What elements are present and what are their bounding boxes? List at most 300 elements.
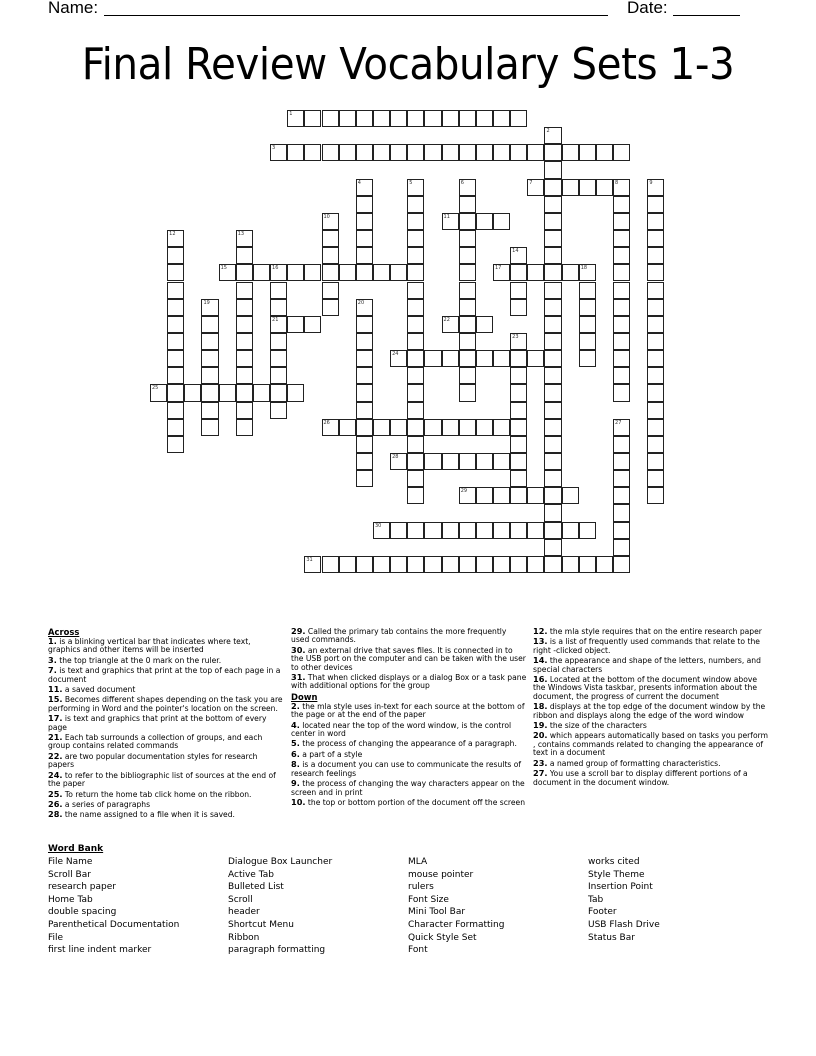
grid-cell[interactable] xyxy=(459,110,476,127)
grid-cell[interactable] xyxy=(579,282,596,299)
grid-cell[interactable] xyxy=(544,299,561,316)
grid-cell[interactable] xyxy=(647,333,664,350)
grid-cell[interactable] xyxy=(236,230,253,247)
grid-cell[interactable] xyxy=(236,350,253,367)
grid-cell[interactable] xyxy=(613,522,630,539)
grid-cell[interactable] xyxy=(442,419,459,436)
grid-cell[interactable] xyxy=(390,453,407,470)
grid-cell[interactable] xyxy=(596,556,613,573)
grid-cell[interactable] xyxy=(407,453,424,470)
grid-cell[interactable] xyxy=(322,230,339,247)
grid-cell[interactable] xyxy=(356,384,373,401)
grid-cell[interactable] xyxy=(647,487,664,504)
grid-cell[interactable] xyxy=(544,316,561,333)
grid-cell[interactable] xyxy=(356,350,373,367)
grid-cell[interactable] xyxy=(459,487,476,504)
grid-cell[interactable] xyxy=(407,213,424,230)
grid-cell[interactable] xyxy=(304,144,321,161)
grid-cell[interactable] xyxy=(356,556,373,573)
grid-cell[interactable] xyxy=(579,299,596,316)
grid-cell[interactable] xyxy=(459,179,476,196)
grid-cell[interactable] xyxy=(459,384,476,401)
grid-cell[interactable] xyxy=(407,556,424,573)
grid-cell[interactable] xyxy=(544,213,561,230)
grid-cell[interactable] xyxy=(201,419,218,436)
grid-cell[interactable] xyxy=(356,196,373,213)
grid-cell[interactable] xyxy=(270,316,287,333)
grid-cell[interactable] xyxy=(219,384,236,401)
grid-cell[interactable] xyxy=(236,264,253,281)
grid-cell[interactable] xyxy=(236,402,253,419)
grid-cell[interactable] xyxy=(287,316,304,333)
grid-cell[interactable] xyxy=(424,556,441,573)
grid-cell[interactable] xyxy=(407,247,424,264)
grid-cell[interactable] xyxy=(493,350,510,367)
grid-cell[interactable] xyxy=(544,453,561,470)
grid-cell[interactable] xyxy=(442,556,459,573)
grid-cell[interactable] xyxy=(527,350,544,367)
grid-cell[interactable] xyxy=(339,264,356,281)
grid-cell[interactable] xyxy=(442,213,459,230)
grid-cell[interactable] xyxy=(579,316,596,333)
grid-cell[interactable] xyxy=(527,264,544,281)
grid-cell[interactable] xyxy=(527,556,544,573)
grid-cell[interactable] xyxy=(579,179,596,196)
grid-cell[interactable] xyxy=(613,213,630,230)
grid-cell[interactable] xyxy=(373,556,390,573)
grid-cell[interactable] xyxy=(390,264,407,281)
grid-cell[interactable] xyxy=(596,179,613,196)
grid-cell[interactable] xyxy=(270,282,287,299)
grid-cell[interactable] xyxy=(167,350,184,367)
grid-cell[interactable] xyxy=(562,144,579,161)
grid-cell[interactable] xyxy=(407,384,424,401)
grid-cell[interactable] xyxy=(442,316,459,333)
grid-cell[interactable] xyxy=(167,384,184,401)
grid-cell[interactable] xyxy=(390,350,407,367)
grid-cell[interactable] xyxy=(544,264,561,281)
grid-cell[interactable] xyxy=(510,144,527,161)
grid-cell[interactable] xyxy=(459,213,476,230)
grid-cell[interactable] xyxy=(236,316,253,333)
grid-cell[interactable] xyxy=(322,110,339,127)
grid-cell[interactable] xyxy=(339,144,356,161)
grid-cell[interactable] xyxy=(373,264,390,281)
grid-cell[interactable] xyxy=(647,402,664,419)
grid-cell[interactable] xyxy=(527,522,544,539)
grid-cell[interactable] xyxy=(270,350,287,367)
grid-cell[interactable] xyxy=(544,419,561,436)
grid-cell[interactable] xyxy=(613,230,630,247)
grid-cell[interactable] xyxy=(253,384,270,401)
grid-cell[interactable] xyxy=(424,419,441,436)
grid-cell[interactable] xyxy=(613,367,630,384)
grid-cell[interactable] xyxy=(613,470,630,487)
grid-cell[interactable] xyxy=(544,436,561,453)
grid-cell[interactable] xyxy=(167,436,184,453)
grid-cell[interactable] xyxy=(493,522,510,539)
grid-cell[interactable] xyxy=(544,470,561,487)
grid-cell[interactable] xyxy=(356,402,373,419)
grid-cell[interactable] xyxy=(390,522,407,539)
grid-cell[interactable] xyxy=(424,144,441,161)
grid-cell[interactable] xyxy=(287,110,304,127)
grid-cell[interactable] xyxy=(596,144,613,161)
grid-cell[interactable] xyxy=(236,247,253,264)
grid-cell[interactable] xyxy=(184,384,201,401)
grid-cell[interactable] xyxy=(459,419,476,436)
grid-cell[interactable] xyxy=(613,487,630,504)
grid-cell[interactable] xyxy=(407,144,424,161)
grid-cell[interactable] xyxy=(459,247,476,264)
grid-cell[interactable] xyxy=(339,419,356,436)
grid-cell[interactable] xyxy=(527,179,544,196)
grid-cell[interactable] xyxy=(613,299,630,316)
grid-cell[interactable] xyxy=(201,350,218,367)
grid-cell[interactable] xyxy=(407,196,424,213)
grid-cell[interactable] xyxy=(424,350,441,367)
grid-cell[interactable] xyxy=(613,453,630,470)
grid-cell[interactable] xyxy=(647,367,664,384)
grid-cell[interactable] xyxy=(613,144,630,161)
grid-cell[interactable] xyxy=(322,213,339,230)
grid-cell[interactable] xyxy=(236,384,253,401)
grid-cell[interactable] xyxy=(459,282,476,299)
grid-cell[interactable] xyxy=(304,316,321,333)
grid-cell[interactable] xyxy=(476,144,493,161)
grid-cell[interactable] xyxy=(356,230,373,247)
grid-cell[interactable] xyxy=(544,556,561,573)
grid-cell[interactable] xyxy=(647,384,664,401)
grid-cell[interactable] xyxy=(236,419,253,436)
grid-cell[interactable] xyxy=(510,487,527,504)
grid-cell[interactable] xyxy=(322,247,339,264)
grid-cell[interactable] xyxy=(322,264,339,281)
grid-cell[interactable] xyxy=(544,539,561,556)
grid-cell[interactable] xyxy=(424,522,441,539)
grid-cell[interactable] xyxy=(167,299,184,316)
grid-cell[interactable] xyxy=(167,230,184,247)
grid-cell[interactable] xyxy=(236,333,253,350)
grid-cell[interactable] xyxy=(407,110,424,127)
grid-cell[interactable] xyxy=(459,522,476,539)
grid-cell[interactable] xyxy=(647,264,664,281)
grid-cell[interactable] xyxy=(510,470,527,487)
grid-cell[interactable] xyxy=(459,264,476,281)
grid-cell[interactable] xyxy=(476,350,493,367)
grid-cell[interactable] xyxy=(562,487,579,504)
grid-cell[interactable] xyxy=(476,556,493,573)
grid-cell[interactable] xyxy=(510,384,527,401)
grid-cell[interactable] xyxy=(442,144,459,161)
grid-cell[interactable] xyxy=(544,350,561,367)
grid-cell[interactable] xyxy=(613,504,630,521)
grid-cell[interactable] xyxy=(613,179,630,196)
grid-cell[interactable] xyxy=(562,522,579,539)
grid-cell[interactable] xyxy=(510,522,527,539)
grid-cell[interactable] xyxy=(356,144,373,161)
grid-cell[interactable] xyxy=(579,556,596,573)
grid-cell[interactable] xyxy=(356,247,373,264)
grid-cell[interactable] xyxy=(459,453,476,470)
grid-cell[interactable] xyxy=(201,384,218,401)
grid-cell[interactable] xyxy=(510,333,527,350)
grid-cell[interactable] xyxy=(167,333,184,350)
grid-cell[interactable] xyxy=(613,539,630,556)
grid-cell[interactable] xyxy=(424,110,441,127)
grid-cell[interactable] xyxy=(236,282,253,299)
grid-cell[interactable] xyxy=(579,333,596,350)
grid-cell[interactable] xyxy=(356,316,373,333)
grid-cell[interactable] xyxy=(459,316,476,333)
grid-cell[interactable] xyxy=(287,384,304,401)
grid-cell[interactable] xyxy=(544,247,561,264)
grid-cell[interactable] xyxy=(613,419,630,436)
grid-cell[interactable] xyxy=(236,299,253,316)
grid-cell[interactable] xyxy=(270,367,287,384)
grid-cell[interactable] xyxy=(407,179,424,196)
grid-cell[interactable] xyxy=(647,436,664,453)
grid-cell[interactable] xyxy=(459,350,476,367)
grid-cell[interactable] xyxy=(373,522,390,539)
grid-cell[interactable] xyxy=(167,247,184,264)
grid-cell[interactable] xyxy=(459,196,476,213)
grid-cell[interactable] xyxy=(459,299,476,316)
grid-cell[interactable] xyxy=(407,402,424,419)
grid-cell[interactable] xyxy=(407,333,424,350)
grid-cell[interactable] xyxy=(544,144,561,161)
grid-cell[interactable] xyxy=(510,282,527,299)
grid-cell[interactable] xyxy=(510,299,527,316)
grid-cell[interactable] xyxy=(304,110,321,127)
grid-cell[interactable] xyxy=(544,522,561,539)
grid-cell[interactable] xyxy=(647,316,664,333)
grid-cell[interactable] xyxy=(647,213,664,230)
grid-cell[interactable] xyxy=(322,299,339,316)
grid-cell[interactable] xyxy=(407,419,424,436)
grid-cell[interactable] xyxy=(562,264,579,281)
grid-cell[interactable] xyxy=(647,282,664,299)
grid-cell[interactable] xyxy=(356,179,373,196)
grid-cell[interactable] xyxy=(407,282,424,299)
grid-cell[interactable] xyxy=(339,556,356,573)
grid-cell[interactable] xyxy=(527,487,544,504)
grid-cell[interactable] xyxy=(544,161,561,178)
grid-cell[interactable] xyxy=(442,453,459,470)
grid-cell[interactable] xyxy=(356,299,373,316)
grid-cell[interactable] xyxy=(647,230,664,247)
grid-cell[interactable] xyxy=(476,522,493,539)
grid-cell[interactable] xyxy=(647,453,664,470)
grid-cell[interactable] xyxy=(390,110,407,127)
grid-cell[interactable] xyxy=(544,487,561,504)
grid-cell[interactable] xyxy=(442,350,459,367)
grid-cell[interactable] xyxy=(493,419,510,436)
grid-cell[interactable] xyxy=(270,264,287,281)
grid-cell[interactable] xyxy=(390,556,407,573)
grid-cell[interactable] xyxy=(613,350,630,367)
grid-cell[interactable] xyxy=(167,316,184,333)
grid-cell[interactable] xyxy=(304,264,321,281)
grid-cell[interactable] xyxy=(322,419,339,436)
grid-cell[interactable] xyxy=(510,419,527,436)
grid-cell[interactable] xyxy=(510,453,527,470)
grid-cell[interactable] xyxy=(476,110,493,127)
grid-cell[interactable] xyxy=(613,436,630,453)
grid-cell[interactable] xyxy=(579,264,596,281)
grid-cell[interactable] xyxy=(356,110,373,127)
grid-cell[interactable] xyxy=(150,384,167,401)
grid-cell[interactable] xyxy=(407,264,424,281)
grid-cell[interactable] xyxy=(201,402,218,419)
grid-cell[interactable] xyxy=(167,264,184,281)
grid-cell[interactable] xyxy=(613,384,630,401)
grid-cell[interactable] xyxy=(510,110,527,127)
grid-cell[interactable] xyxy=(236,367,253,384)
grid-cell[interactable] xyxy=(459,556,476,573)
grid-cell[interactable] xyxy=(510,367,527,384)
grid-cell[interactable] xyxy=(544,196,561,213)
grid-cell[interactable] xyxy=(201,299,218,316)
grid-cell[interactable] xyxy=(356,453,373,470)
grid-cell[interactable] xyxy=(510,436,527,453)
grid-cell[interactable] xyxy=(459,367,476,384)
grid-cell[interactable] xyxy=(493,264,510,281)
grid-cell[interactable] xyxy=(510,264,527,281)
grid-cell[interactable] xyxy=(322,282,339,299)
grid-cell[interactable] xyxy=(219,264,236,281)
grid-cell[interactable] xyxy=(647,419,664,436)
grid-cell[interactable] xyxy=(647,299,664,316)
grid-cell[interactable] xyxy=(424,453,441,470)
grid-cell[interactable] xyxy=(544,282,561,299)
grid-cell[interactable] xyxy=(544,179,561,196)
grid-cell[interactable] xyxy=(613,333,630,350)
grid-cell[interactable] xyxy=(270,384,287,401)
grid-cell[interactable] xyxy=(167,282,184,299)
grid-cell[interactable] xyxy=(356,333,373,350)
grid-cell[interactable] xyxy=(442,522,459,539)
grid-cell[interactable] xyxy=(647,350,664,367)
grid-cell[interactable] xyxy=(407,299,424,316)
grid-cell[interactable] xyxy=(270,144,287,161)
grid-cell[interactable] xyxy=(544,402,561,419)
grid-cell[interactable] xyxy=(493,487,510,504)
grid-cell[interactable] xyxy=(356,213,373,230)
grid-cell[interactable] xyxy=(407,316,424,333)
grid-cell[interactable] xyxy=(270,299,287,316)
grid-cell[interactable] xyxy=(407,436,424,453)
grid-cell[interactable] xyxy=(647,196,664,213)
grid-cell[interactable] xyxy=(253,264,270,281)
grid-cell[interactable] xyxy=(510,350,527,367)
grid-cell[interactable] xyxy=(407,522,424,539)
grid-cell[interactable] xyxy=(356,367,373,384)
grid-cell[interactable] xyxy=(356,436,373,453)
grid-cell[interactable] xyxy=(201,333,218,350)
grid-cell[interactable] xyxy=(510,247,527,264)
grid-cell[interactable] xyxy=(407,470,424,487)
grid-cell[interactable] xyxy=(613,316,630,333)
grid-cell[interactable] xyxy=(476,213,493,230)
grid-cell[interactable] xyxy=(167,402,184,419)
grid-cell[interactable] xyxy=(493,453,510,470)
grid-cell[interactable] xyxy=(201,316,218,333)
grid-cell[interactable] xyxy=(407,367,424,384)
grid-cell[interactable] xyxy=(356,470,373,487)
grid-cell[interactable] xyxy=(407,350,424,367)
grid-cell[interactable] xyxy=(579,522,596,539)
grid-cell[interactable] xyxy=(476,487,493,504)
grid-cell[interactable] xyxy=(510,556,527,573)
grid-cell[interactable] xyxy=(510,402,527,419)
grid-cell[interactable] xyxy=(287,264,304,281)
grid-cell[interactable] xyxy=(167,419,184,436)
grid-cell[interactable] xyxy=(322,144,339,161)
grid-cell[interactable] xyxy=(647,247,664,264)
date-field-line[interactable] xyxy=(673,15,740,16)
grid-cell[interactable] xyxy=(613,556,630,573)
grid-cell[interactable] xyxy=(201,367,218,384)
grid-cell[interactable] xyxy=(459,333,476,350)
grid-cell[interactable] xyxy=(339,110,356,127)
grid-cell[interactable] xyxy=(544,127,561,144)
grid-cell[interactable] xyxy=(322,556,339,573)
grid-cell[interactable] xyxy=(613,196,630,213)
grid-cell[interactable] xyxy=(167,367,184,384)
grid-cell[interactable] xyxy=(407,487,424,504)
grid-cell[interactable] xyxy=(613,282,630,299)
grid-cell[interactable] xyxy=(613,264,630,281)
grid-cell[interactable] xyxy=(647,179,664,196)
grid-cell[interactable] xyxy=(459,230,476,247)
grid-cell[interactable] xyxy=(390,144,407,161)
grid-cell[interactable] xyxy=(476,419,493,436)
grid-cell[interactable] xyxy=(493,144,510,161)
grid-cell[interactable] xyxy=(544,504,561,521)
grid-cell[interactable] xyxy=(544,333,561,350)
grid-cell[interactable] xyxy=(647,470,664,487)
grid-cell[interactable] xyxy=(356,264,373,281)
grid-cell[interactable] xyxy=(476,316,493,333)
grid-cell[interactable] xyxy=(562,179,579,196)
grid-cell[interactable] xyxy=(304,556,321,573)
grid-cell[interactable] xyxy=(579,144,596,161)
grid-cell[interactable] xyxy=(356,419,373,436)
grid-cell[interactable] xyxy=(544,384,561,401)
grid-cell[interactable] xyxy=(493,556,510,573)
grid-cell[interactable] xyxy=(407,230,424,247)
grid-cell[interactable] xyxy=(373,144,390,161)
grid-cell[interactable] xyxy=(613,247,630,264)
grid-cell[interactable] xyxy=(493,213,510,230)
grid-cell[interactable] xyxy=(579,350,596,367)
grid-cell[interactable] xyxy=(390,419,407,436)
grid-cell[interactable] xyxy=(373,110,390,127)
grid-cell[interactable] xyxy=(527,144,544,161)
grid-cell[interactable] xyxy=(459,144,476,161)
grid-cell[interactable] xyxy=(562,556,579,573)
grid-cell[interactable] xyxy=(493,110,510,127)
grid-cell[interactable] xyxy=(270,402,287,419)
grid-cell[interactable] xyxy=(373,419,390,436)
grid-cell[interactable] xyxy=(544,230,561,247)
name-field-line[interactable] xyxy=(104,15,608,16)
grid-cell[interactable] xyxy=(287,144,304,161)
grid-cell[interactable] xyxy=(442,110,459,127)
grid-cell[interactable] xyxy=(544,367,561,384)
grid-cell[interactable] xyxy=(476,453,493,470)
